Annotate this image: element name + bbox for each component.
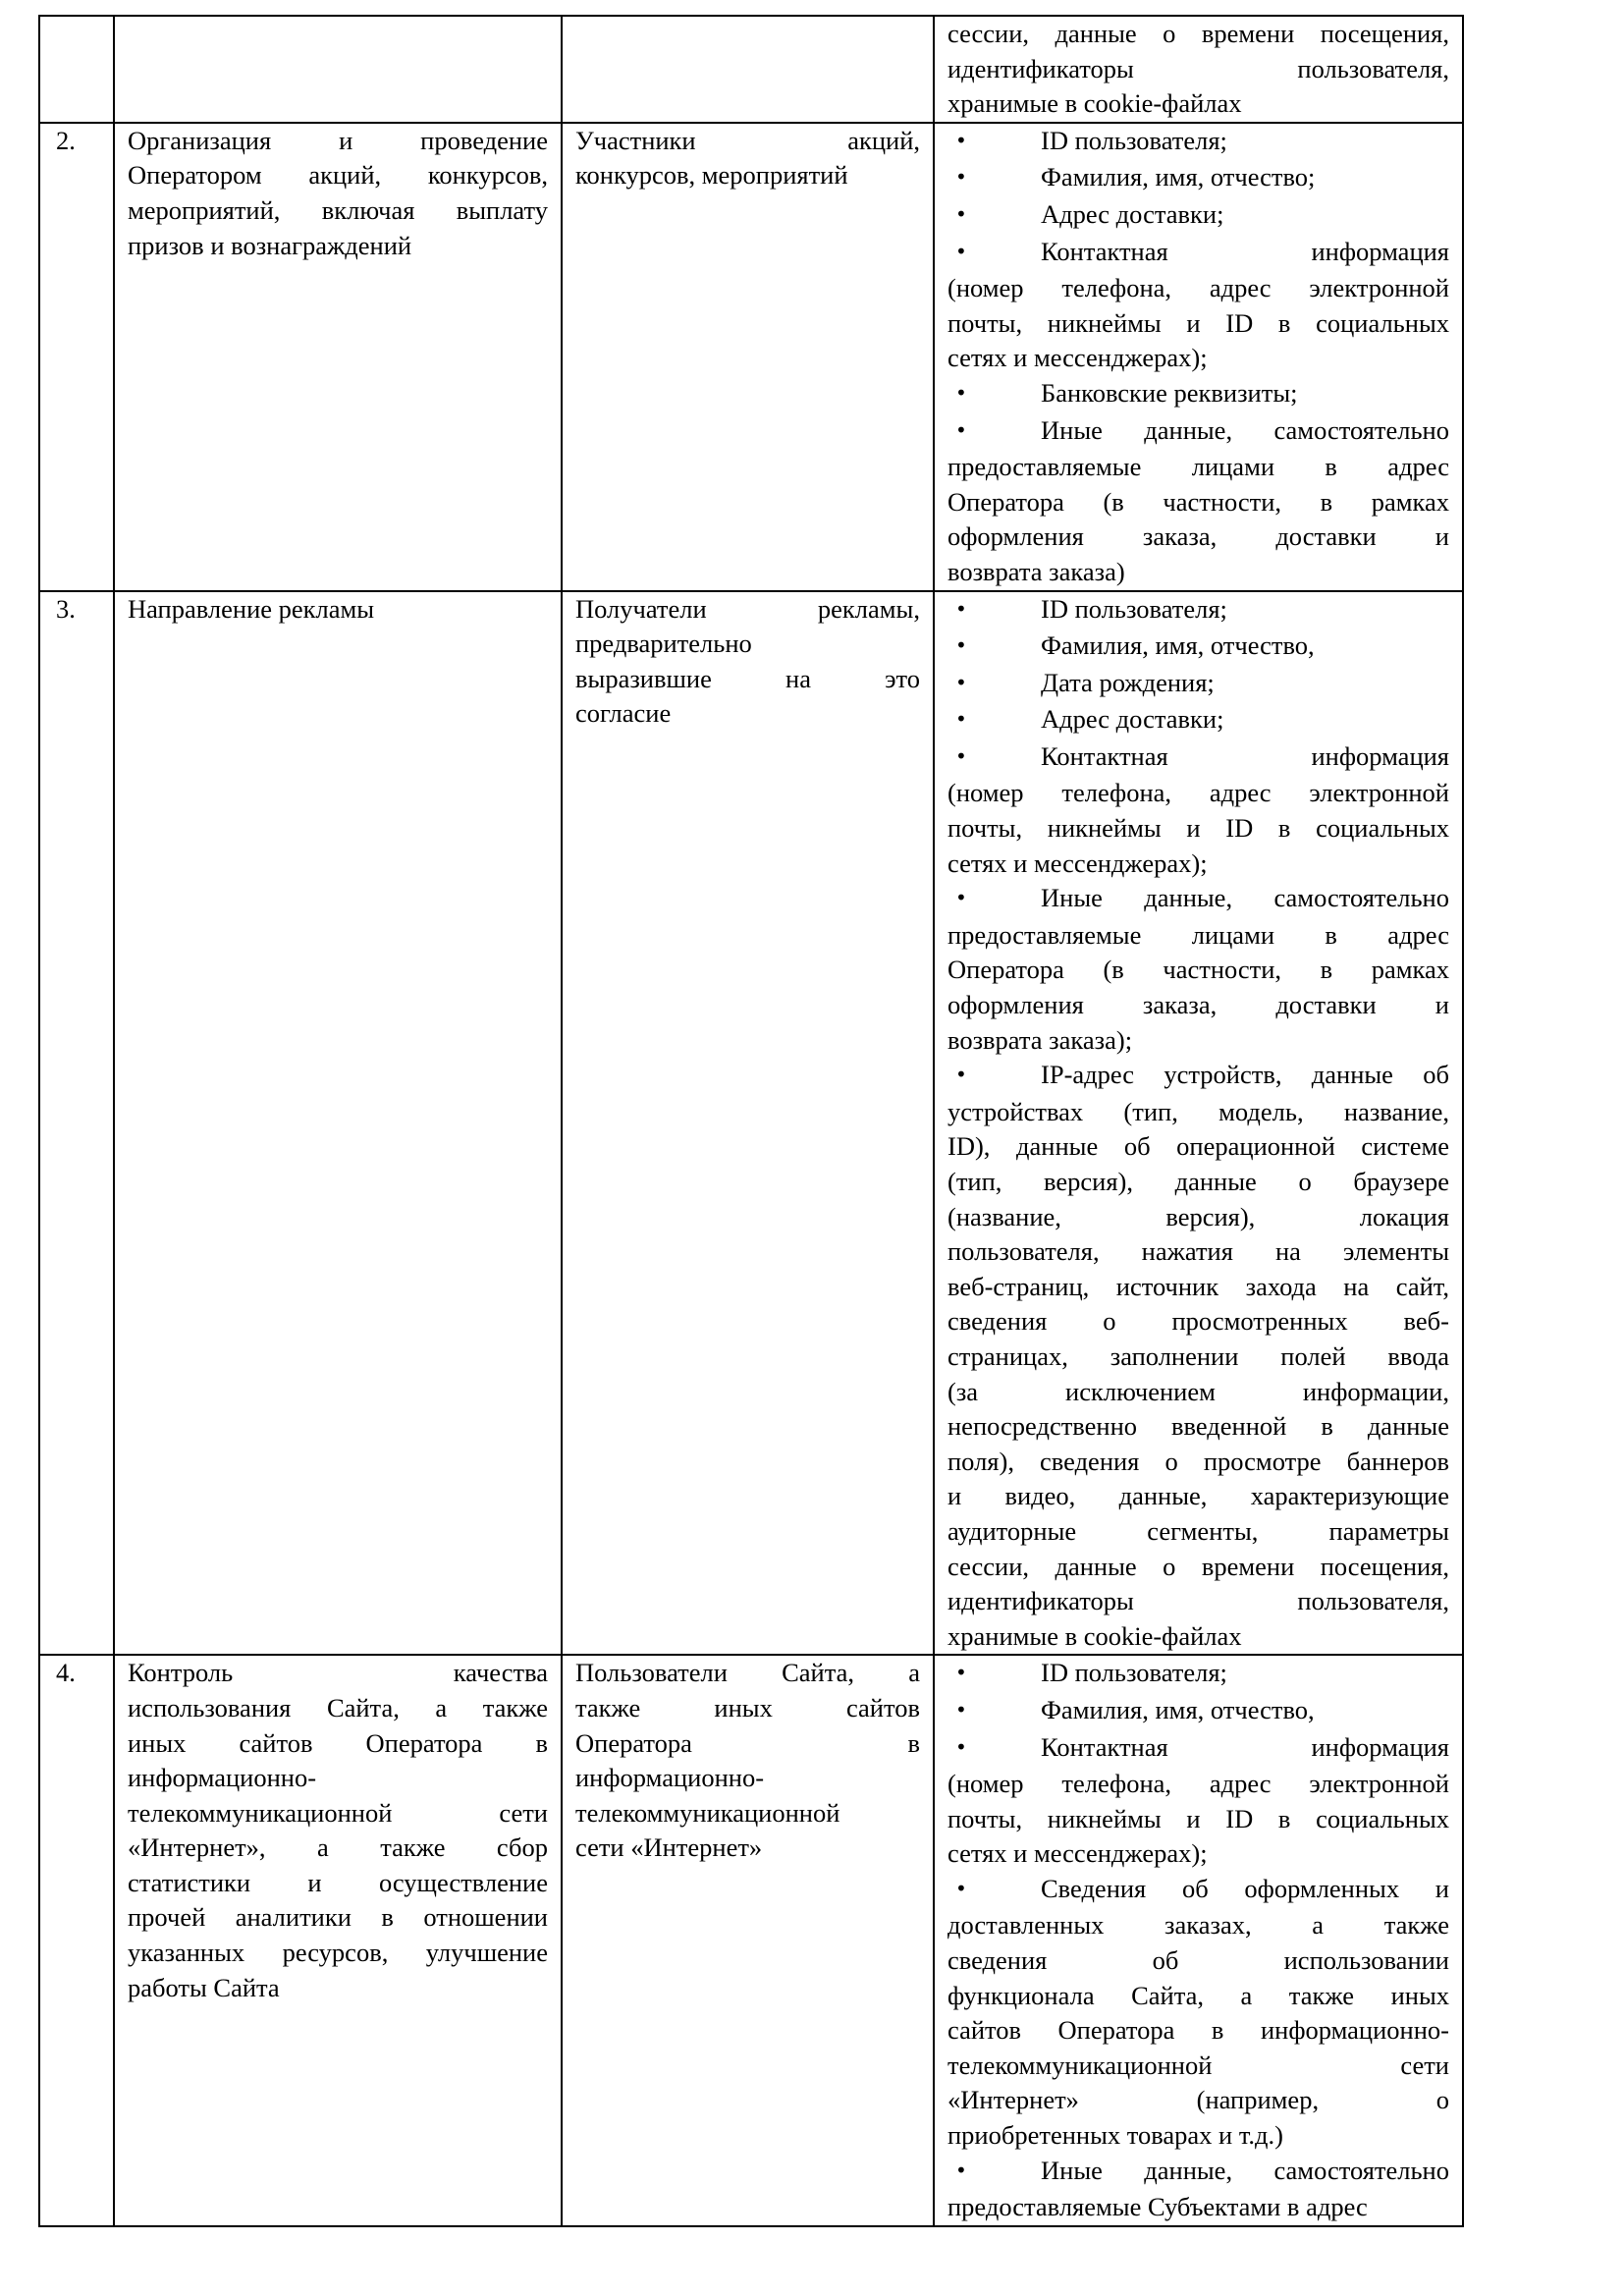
purpose-line: информационно-: [128, 1763, 317, 1793]
purpose-cell: [114, 1655, 562, 2226]
data-category-line: оформления заказа, доставки и: [947, 990, 1449, 1020]
data-category-line-wrap: [947, 1514, 1449, 1550]
subjects-line: Участники акций,: [575, 125, 920, 155]
data-category-line: почты, никнеймы и ID в социальных: [947, 813, 1449, 844]
data-category-line-wrap: [947, 776, 1449, 811]
data-category-line-wrap: [947, 2118, 1449, 2154]
table-row: [39, 591, 1463, 1656]
data-category-line: Фамилия, имя, отчество,: [1041, 1694, 1315, 1724]
data-category-line-wrap: [947, 702, 1449, 739]
bullet-icon: [947, 702, 1041, 739]
data-category-line-wrap: [947, 1836, 1449, 1872]
data-category-line: предоставляемые лицами в адрес: [947, 452, 1449, 482]
bullet-icon: [947, 666, 1041, 703]
data-category-line-wrap: [947, 519, 1449, 555]
purpose-line: работы Сайта: [128, 1972, 280, 2002]
data-category-line-wrap: [947, 1479, 1449, 1514]
purpose-cell: [114, 16, 562, 123]
subjects-cell: [562, 16, 934, 123]
data-category-item: [947, 739, 1449, 881]
data-category-line: (за исключением информации,: [947, 1376, 1449, 1406]
data-category-line-wrap: [947, 555, 1449, 590]
purpose-line: «Интернет», а также сбор: [128, 1832, 548, 1863]
data-category-line: сетях и мессенджерах);: [947, 343, 1208, 373]
bullet-icon: [947, 413, 1041, 451]
data-categories-cell: [934, 591, 1463, 1656]
purpose-cell: [114, 591, 562, 1656]
data-category-line-wrap: [947, 1619, 1449, 1655]
bullet-icon: [947, 1872, 1041, 1909]
data-categories-cell: [934, 123, 1463, 591]
subjects-line: информационно-: [575, 1763, 765, 1793]
data-category-line: Оператора (в частности, в рамках: [947, 486, 1449, 517]
data-category-line-wrap: [947, 2154, 1449, 2191]
data-category-line: сессии, данные о времени посещения,: [947, 1551, 1449, 1581]
bullet-icon: [947, 1656, 1041, 1693]
bullet-icon: [947, 1730, 1041, 1768]
data-category-line: ID пользователя;: [1041, 1658, 1227, 1688]
data-category-line: Фамилия, имя, отчество,: [1041, 630, 1315, 661]
bullet-icon: [947, 197, 1041, 235]
data-category-line-wrap: [947, 1234, 1449, 1270]
data-category-line: сведения об использовании: [947, 1945, 1449, 1976]
data-category-item: [947, 666, 1449, 703]
data-category-line: хранимые в cookie-файлах: [947, 1620, 1242, 1651]
data-category-line-wrap: [947, 1584, 1449, 1619]
data-category-line-wrap: [947, 271, 1449, 306]
data-category-line-wrap: [947, 2190, 1449, 2225]
data-category-line-wrap: [947, 953, 1449, 988]
data-category-line-wrap: [947, 811, 1449, 847]
data-category-line-wrap: [947, 1409, 1449, 1445]
data-category-item: [947, 413, 1449, 590]
data-category-line-wrap: [947, 2083, 1449, 2118]
data-category-line: Оператора (в частности, в рамках: [947, 955, 1449, 985]
bullet-icon: [947, 1693, 1041, 1730]
data-category-line: доставленных заказах, а также: [947, 1910, 1449, 1941]
row-number-cell: [39, 123, 114, 591]
data-category-line: Иные данные, самостоятельно: [1041, 883, 1449, 913]
data-category-line-wrap: [947, 1304, 1449, 1339]
subjects-line: конкурсов, мероприятий: [575, 160, 848, 191]
data-category-line-wrap: [947, 1375, 1449, 1410]
purpose-line: иных сайтов Оператора в: [128, 1727, 548, 1758]
bullet-icon: [947, 739, 1041, 777]
data-category-line-wrap: [947, 881, 1449, 918]
data-category-line: (номер телефона, адрес электронной: [947, 778, 1449, 808]
data-category-line: Контактная информация: [1041, 740, 1449, 771]
data-category-line: телекоммуникационной сети: [947, 2050, 1449, 2080]
bullet-icon: [947, 235, 1041, 272]
data-category-item: [947, 881, 1449, 1058]
data-category-line-wrap: [947, 160, 1449, 197]
data-category-line-wrap: [947, 629, 1449, 666]
purpose-cell: [114, 123, 562, 591]
purpose-line: Организация и проведение: [128, 125, 548, 155]
data-category-item: [947, 197, 1449, 235]
data-category-line: Адрес доставки;: [1041, 704, 1224, 735]
subjects-cell: [562, 1655, 934, 2226]
data-category-line-wrap: [947, 306, 1449, 342]
data-category-line: приобретенных товарах и т.д.): [947, 2120, 1283, 2151]
data-category-line-wrap: [947, 86, 1449, 122]
data-category-line: (тип, версия), данные о браузере: [947, 1167, 1449, 1196]
data-category-item: [947, 2154, 1449, 2225]
table-row: [39, 1655, 1463, 2226]
data-category-line-wrap: [947, 1979, 1449, 2014]
subjects-line: выразившие на это: [575, 663, 920, 693]
data-category-item: [947, 160, 1449, 197]
purpose-line: мероприятий, включая выплату: [128, 194, 548, 225]
data-category-line: Дата рождения;: [1041, 667, 1215, 697]
data-categories-cell: [934, 1655, 1463, 2226]
data-category-line: хранимые в cookie-файлах: [947, 88, 1242, 119]
table-body: [39, 16, 1463, 2226]
data-category-line-wrap: [947, 1730, 1449, 1768]
data-category-item: [947, 1693, 1449, 1730]
data-category-line-wrap: [947, 1908, 1449, 1943]
subjects-line: согласие: [575, 698, 672, 729]
purpose-line: Оператором акций, конкурсов,: [128, 160, 548, 191]
purpose-line: использования Сайта, а также: [128, 1692, 548, 1722]
subjects-line: телекоммуникационной: [575, 1797, 840, 1828]
bullet-icon: [947, 376, 1041, 413]
bullet-icon: [947, 1058, 1041, 1095]
data-category-line-wrap: [947, 485, 1449, 520]
data-category-line: и видео, данные, характеризующие: [947, 1481, 1449, 1511]
bullet-icon: [947, 629, 1041, 666]
data-category-line: «Интернет» (например, о: [947, 2085, 1449, 2115]
subjects-line: сети «Интернет»: [575, 1832, 763, 1863]
data-category-line-wrap: [947, 52, 1449, 87]
data-category-item: [947, 1656, 1449, 1693]
data-category-line-wrap: [947, 1270, 1449, 1305]
data-category-line-wrap: [947, 1165, 1449, 1200]
purpose-line: указанных ресурсов, улучшение: [128, 1938, 548, 1968]
data-category-line: ID), данные об операционной системе: [947, 1131, 1449, 1162]
data-category-line-wrap: [947, 592, 1449, 629]
data-category-line-wrap: [947, 1550, 1449, 1585]
data-category-line: (номер телефона, адрес электронной: [947, 1769, 1449, 1799]
data-category-item: [947, 376, 1449, 413]
row-number-cell: [39, 1655, 114, 2226]
data-category-line: Контактная информация: [1041, 236, 1449, 266]
data-category-line: веб-страниц, источник захода на сайт,: [947, 1271, 1449, 1301]
subjects-line: предварительно: [575, 629, 752, 659]
data-category-line: Иные данные, самостоятельно: [1041, 414, 1449, 445]
data-category-line-wrap: [947, 1095, 1449, 1130]
data-category-line: сайтов Оператора в информационно-: [947, 2015, 1449, 2046]
data-category-item: [947, 1730, 1449, 1872]
data-category-line: ID пользователя;: [1041, 593, 1227, 624]
data-category-line: идентификаторы пользователя,: [947, 53, 1449, 83]
data-category-line: Адрес доставки;: [1041, 198, 1224, 229]
data-category-line: аудиторные сегменты, параметры: [947, 1515, 1449, 1546]
data-category-item: [947, 1058, 1449, 1654]
data-category-line-wrap: [947, 666, 1449, 703]
data-category-line-wrap: [947, 1200, 1449, 1235]
purpose-line: статистики и осуществление: [128, 1867, 548, 1897]
subjects-cell: [562, 591, 934, 1656]
data-category-line-wrap: [947, 1767, 1449, 1802]
data-category-line-wrap: [947, 376, 1449, 413]
bullet-icon: [947, 592, 1041, 629]
data-category-line: поля), сведения о просмотре баннеров: [947, 1446, 1449, 1476]
data-category-line: пользователя, нажатия на элементы: [947, 1236, 1449, 1267]
data-category-line-wrap: [947, 1058, 1449, 1095]
data-category-line: Сведения об оформленных и: [1041, 1873, 1449, 1903]
data-category-line-wrap: [947, 847, 1449, 882]
data-category-line: функционала Сайта, а также иных: [947, 1980, 1449, 2010]
data-category-line: Иные данные, самостоятельно: [1041, 2155, 1449, 2185]
data-category-line-wrap: [947, 1129, 1449, 1165]
data-category-item: [947, 1872, 1449, 2154]
row-number-cell: [39, 591, 114, 1656]
data-category-line-wrap: [947, 1445, 1449, 1480]
data-category-line: сведения о просмотренных веб-: [947, 1306, 1449, 1337]
data-category-line: (номер телефона, адрес электронной: [947, 273, 1449, 303]
subjects-cell: [562, 123, 934, 591]
purpose-line: прочей аналитики в отношении: [128, 1902, 548, 1933]
data-category-line-wrap: [947, 1802, 1449, 1837]
data-category-line-wrap: [947, 1872, 1449, 1909]
data-category-line: IP-адрес устройств, данные об: [1041, 1060, 1449, 1090]
data-category-line: возврата заказа): [947, 556, 1125, 586]
data-category-line: возврата заказа);: [947, 1024, 1133, 1055]
subjects-line: Получатели рекламы,: [575, 593, 920, 624]
data-category-line: оформления заказа, доставки и: [947, 521, 1449, 552]
data-category-line: ID пользователя;: [1041, 125, 1227, 155]
data-category-line-wrap: [947, 1339, 1449, 1375]
data-category-line: Контактная информация: [1041, 1731, 1449, 1762]
data-category-line-wrap: [947, 124, 1449, 161]
data-category-line: сессии, данные о времени посещения,: [947, 19, 1449, 48]
data-category-item: [947, 235, 1449, 376]
data-category-line-wrap: [947, 1943, 1449, 1979]
data-category-line: Банковские реквизиты;: [1041, 377, 1298, 408]
data-category-line: страницах, заполнении полей ввода: [947, 1340, 1449, 1371]
bullet-icon: [947, 881, 1041, 918]
data-category-line-wrap: [947, 1693, 1449, 1730]
table-row: [39, 16, 1463, 123]
data-category-item: [947, 17, 1449, 122]
data-category-line-wrap: [947, 988, 1449, 1023]
data-category-line-wrap: [947, 2049, 1449, 2084]
data-category-line-wrap: [947, 341, 1449, 376]
data-category-line-wrap: [947, 197, 1449, 235]
data-category-item: [947, 629, 1449, 666]
data-category-line-wrap: [947, 17, 1449, 52]
data-category-line: почты, никнеймы и ID в социальных: [947, 307, 1449, 338]
bullet-icon: [947, 160, 1041, 197]
data-category-line-wrap: [947, 235, 1449, 272]
purpose-line: Направление рекламы: [128, 593, 375, 624]
data-category-line-wrap: [947, 1656, 1449, 1693]
row-number: 2.: [56, 125, 76, 155]
data-category-item: [947, 592, 1449, 629]
row-number: 4.: [56, 1658, 76, 1688]
data-category-line: сетях и мессенджерах);: [947, 847, 1208, 878]
data-category-line-wrap: [947, 1023, 1449, 1059]
data-category-item: [947, 702, 1449, 739]
data-category-line: почты, никнеймы и ID в социальных: [947, 1803, 1449, 1833]
data-category-line: предоставляемые Субъектами в адрес: [947, 2192, 1368, 2222]
subjects-line: Пользователи Сайта, а: [575, 1658, 920, 1688]
data-category-line-wrap: [947, 2013, 1449, 2049]
data-category-line: предоставляемые лицами в адрес: [947, 919, 1449, 950]
data-categories-cell: [934, 16, 1463, 123]
data-category-line-wrap: [947, 918, 1449, 954]
bullet-icon: [947, 2154, 1041, 2191]
data-category-line: устройствах (тип, модель, название,: [947, 1096, 1449, 1126]
personal-data-table: [38, 15, 1464, 2227]
row-number-cell: [39, 16, 114, 123]
data-category-line-wrap: [947, 739, 1449, 777]
data-category-line: Фамилия, имя, отчество;: [1041, 162, 1316, 192]
subjects-line: Оператора в: [575, 1727, 920, 1758]
data-category-item: [947, 124, 1449, 161]
table-row: [39, 123, 1463, 591]
subjects-line: также иных сайтов: [575, 1692, 920, 1722]
purpose-line: призов и вознаграждений: [128, 230, 412, 260]
data-category-line: идентификаторы пользователя,: [947, 1586, 1449, 1616]
data-category-line: сетях и мессенджерах);: [947, 1838, 1208, 1869]
bullet-icon: [947, 124, 1041, 161]
row-number: 3.: [56, 593, 76, 624]
purpose-line: Контроль качества: [128, 1658, 548, 1688]
data-category-line: (название, версия), локация: [947, 1201, 1449, 1231]
data-category-line: непосредственно введенной в данные: [947, 1411, 1449, 1442]
data-category-line-wrap: [947, 413, 1449, 451]
data-category-line-wrap: [947, 450, 1449, 485]
purpose-line: телекоммуникационной сети: [128, 1797, 548, 1828]
